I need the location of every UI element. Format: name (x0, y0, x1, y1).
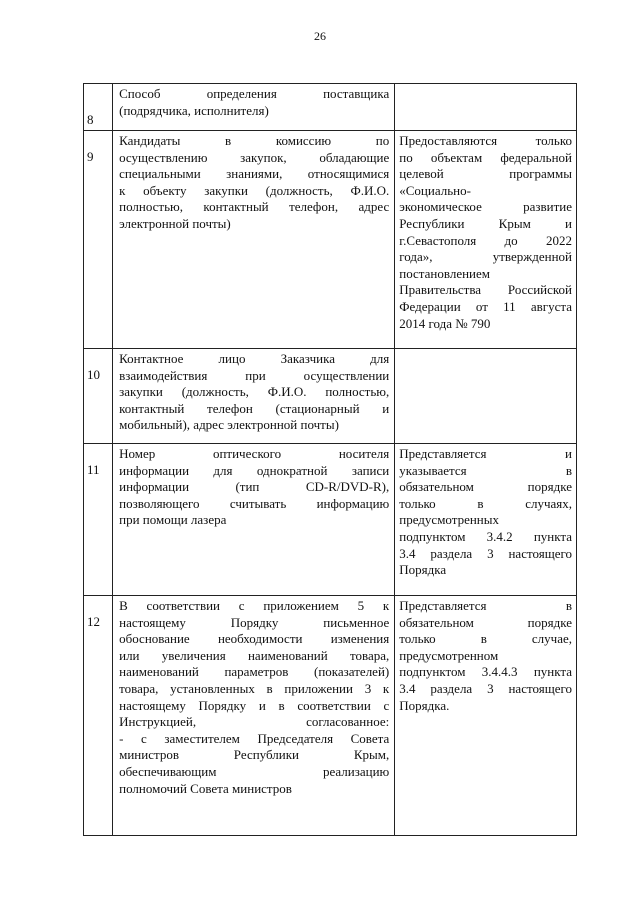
description-line: (подрядчика, исполнителя) (119, 102, 269, 118)
description-line: взаимодействия при осуществлении (119, 367, 390, 383)
description-cell-text (113, 349, 394, 436)
description-cell (113, 596, 395, 836)
row-number: 12 (87, 614, 100, 629)
note-line: постановлением (399, 265, 491, 281)
row-number: 10 (87, 367, 100, 382)
note-line: Представляется и (399, 446, 572, 461)
description-cell-text (113, 84, 394, 121)
note-line: обязательном порядке (399, 479, 572, 495)
note-cell (395, 131, 577, 349)
table-body (84, 84, 577, 836)
table-row (84, 596, 577, 836)
description-cell (113, 444, 395, 596)
note-line: обязательном порядке (399, 614, 572, 630)
description-line: Инструкцией, согласованное: (119, 714, 390, 730)
note-line: Правительства Российской (399, 282, 572, 298)
note-cell-text (395, 84, 576, 88)
description-line: позволяющего считывать информацию (119, 495, 390, 511)
note-cell-text (395, 596, 576, 716)
row-number-cell (84, 131, 113, 349)
note-line: указывается в (399, 462, 572, 478)
description-line: Номер оптического носителя (119, 446, 390, 461)
note-cell-text (395, 349, 576, 353)
table-row (84, 84, 577, 131)
description-line: обоснование необходимости изменения (119, 631, 390, 647)
description-line: электронной почты) (119, 215, 231, 231)
note-line: г.Севастополя до 2022 (399, 232, 572, 248)
note-line: подпунктом 3.4.4.3 пункта (399, 664, 572, 680)
description-line: специальными знаниями, относящимися (119, 166, 390, 182)
description-cell-text (113, 444, 394, 531)
note-line: по объектам федеральной (399, 149, 572, 165)
note-line: только в случаях, (399, 495, 572, 511)
description-line: настоящему Порядку письменное (119, 614, 390, 630)
note-line: 3.4 раздела 3 настоящего (399, 545, 572, 561)
note-cell-text (395, 131, 576, 334)
note-line: Порядка. (399, 697, 450, 713)
note-cell-text (395, 444, 576, 581)
description-line: Контактное лицо Заказчика для (119, 351, 390, 366)
requirements-table (83, 83, 577, 836)
row-number-cell (84, 84, 113, 131)
table-row (84, 444, 577, 596)
description-line: настоящему Порядку и в соответствии с (119, 697, 390, 713)
note-line: Федерации от 11 августа (399, 298, 572, 314)
description-line: Способ определения поставщика (119, 86, 390, 101)
note-line: Порядка (399, 562, 447, 578)
description-line: В соответствии с приложением 5 к (119, 598, 390, 613)
row-number: 8 (87, 112, 94, 127)
description-line: информации (тип CD-R/DVD-R), (119, 479, 390, 495)
description-line: мобильный), адрес электронной почты) (119, 417, 339, 433)
note-line: предусмотренных (399, 512, 500, 528)
description-line: информации для однократной записи (119, 462, 390, 478)
description-line: полномочий Совета министров (119, 780, 292, 796)
note-line: целевой программы (399, 166, 572, 182)
description-cell (113, 349, 395, 444)
note-cell (395, 84, 577, 131)
page-number: 26 (314, 29, 326, 43)
description-line: Кандидаты в комиссию по (119, 133, 390, 148)
description-line: обеспечивающим реализацию (119, 763, 390, 779)
table-row (84, 131, 577, 349)
note-line: Представляется в (399, 598, 572, 613)
description-line: контактный телефон (стационарный и (119, 400, 390, 416)
note-line: подпунктом 3.4.2 пункта (399, 528, 572, 544)
description-line: полностью, контактный телефон, адрес (119, 199, 390, 215)
description-line: закупки (должность, Ф.И.О. полностью, (119, 384, 390, 400)
row-number: 9 (87, 149, 94, 164)
description-cell-text (113, 131, 394, 235)
row-number-cell (84, 444, 113, 596)
note-cell (395, 596, 577, 836)
note-line: «Социально- (399, 182, 471, 198)
note-line: только в случае, (399, 631, 572, 647)
description-line: к объекту закупки (должность, Ф.И.О. (119, 182, 390, 198)
note-line: предусмотренном (399, 647, 499, 663)
note-line: 2014 года № 790 (399, 315, 491, 331)
description-cell (113, 131, 395, 349)
note-line: экономическое развитие (399, 199, 572, 215)
description-line: наименований параметров (показателей) (119, 664, 390, 680)
row-number-cell (84, 596, 113, 836)
note-cell (395, 444, 577, 596)
description-line: товара, установленных в приложении 3 к (119, 680, 390, 696)
note-line: 3.4 раздела 3 настоящего (399, 680, 572, 696)
note-line: года», утвержденной (399, 249, 572, 265)
description-line: или увеличения наименований товара, (119, 647, 390, 663)
note-line: Предоставляются только (399, 133, 572, 148)
note-line: Республики Крым и (399, 215, 572, 231)
description-cell-text (113, 596, 394, 799)
description-line: - с заместителем Председателя Совета (119, 730, 390, 746)
row-number: 11 (87, 462, 100, 477)
description-line: осуществлению закупок, обладающие (119, 149, 390, 165)
description-line: министров Республики Крым, (119, 747, 390, 763)
row-number-cell (84, 349, 113, 444)
description-cell (113, 84, 395, 131)
description-line: при помощи лазера (119, 512, 227, 528)
table-row (84, 349, 577, 444)
note-cell (395, 349, 577, 444)
